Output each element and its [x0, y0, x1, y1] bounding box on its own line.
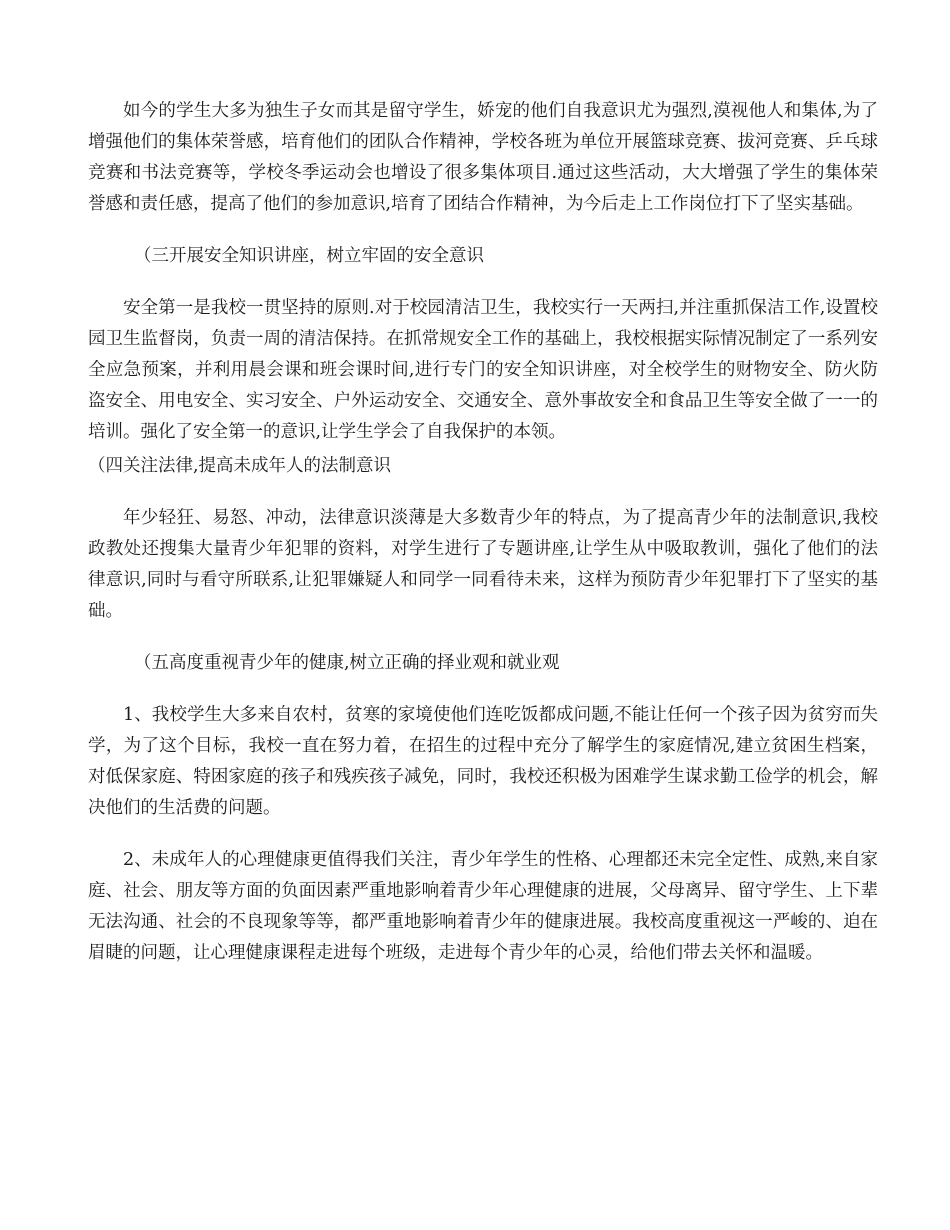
- paragraph-poverty-support: 1、我校学生大多来自农村，贫寒的家境使他们连吃饭都成问题,不能让任何一个孩子因为贫穷而失学，为了这个目标，我校一直在努力着，在招生的过程中充分了解学生的家庭情况,建立贫困生档案，对低保家庭、特困家庭的孩子和残疾孩子减免，同时，我校还积极为困难学生谋求勤工俭学的机会，解决他们的生活费的问题。: [88, 705, 878, 818]
- paragraph-collective-honor: 如今的学生大多为独生子女而其是留守学生，娇宠的他们自我意识尤为强烈,漠视他人和集体,为了增强他们的集体荣誉感，培育他们的团队合作精神，学校各班为单位开展篮球竞赛、拔河竞赛、乒乓球竞赛和书法竞赛等，学校冬季运动会也增设了很多集体项目.通过这些活动，大大增强了学生的集体荣誉感和责任感，提高了他们的参加意识,培育了团结合作精神，为今后走上工作岗位打下了坚实基础。: [88, 101, 878, 214]
- section-heading-health: （五高度重视青少年的健康,树立正确的择业观和就业观: [134, 653, 560, 673]
- document-page: [88, 96, 878, 969]
- paragraph-law: 年少轻狂、易怒、冲动，法律意识淡薄是大多数青少年的特点，为了提高青少年的法制意识,我校政教处还搜集大量青少年犯罪的资料，对学生进行了专题讲座,让学生从中吸取教训，强化了他们的法律意识,同时与看守所联系,让犯罪嫌疑人和同学一同看待未来，这样为预防青少年犯罪打下了坚实的基础。: [88, 508, 878, 621]
- paragraph-safety: 安全第一是我校一贯坚持的原则.对于校园清洁卫生，我校实行一天两扫,并注重抓保洁工作,设置校园卫生监督岗，负责一周的清洁保持。在抓常规安全工作的基础上，我校根据实际情况制定了一系列安全应急预案，并利用晨会课和班会课时间,进行专门的安全知识讲座，对全校学生的财物安全、防火防盗安全、用电安全、实习安全、户外运动安全、交通安全、意外事故安全和食品卫生等安全做了一一的培训。强化了安全第一的意识,让学生学会了自我保护的本领。: [88, 298, 878, 442]
- paragraph-mental-health: 2、未成年人的心理健康更值得我们关注，青少年学生的性格、心理都还未完全定性、成熟,来自家庭、社会、朋友等方面的负面因素严重地影响着青少年心理健康的进展，父母离异、留守学生、上下辈无法沟通、社会的不良现象等等，都严重地影响着青少年的健康进展。我校高度重视这一严峻的、迫在眉睫的问题，让心理健康课程走进每个班级，走进每个青少年的心灵，给他们带去关怀和温暖。: [88, 850, 878, 963]
- section-heading-law: （四关注法律,提高未成年人的法制意识: [88, 456, 392, 476]
- section-heading-safety: （三开展安全知识讲座，树立牢固的安全意识: [134, 246, 484, 266]
